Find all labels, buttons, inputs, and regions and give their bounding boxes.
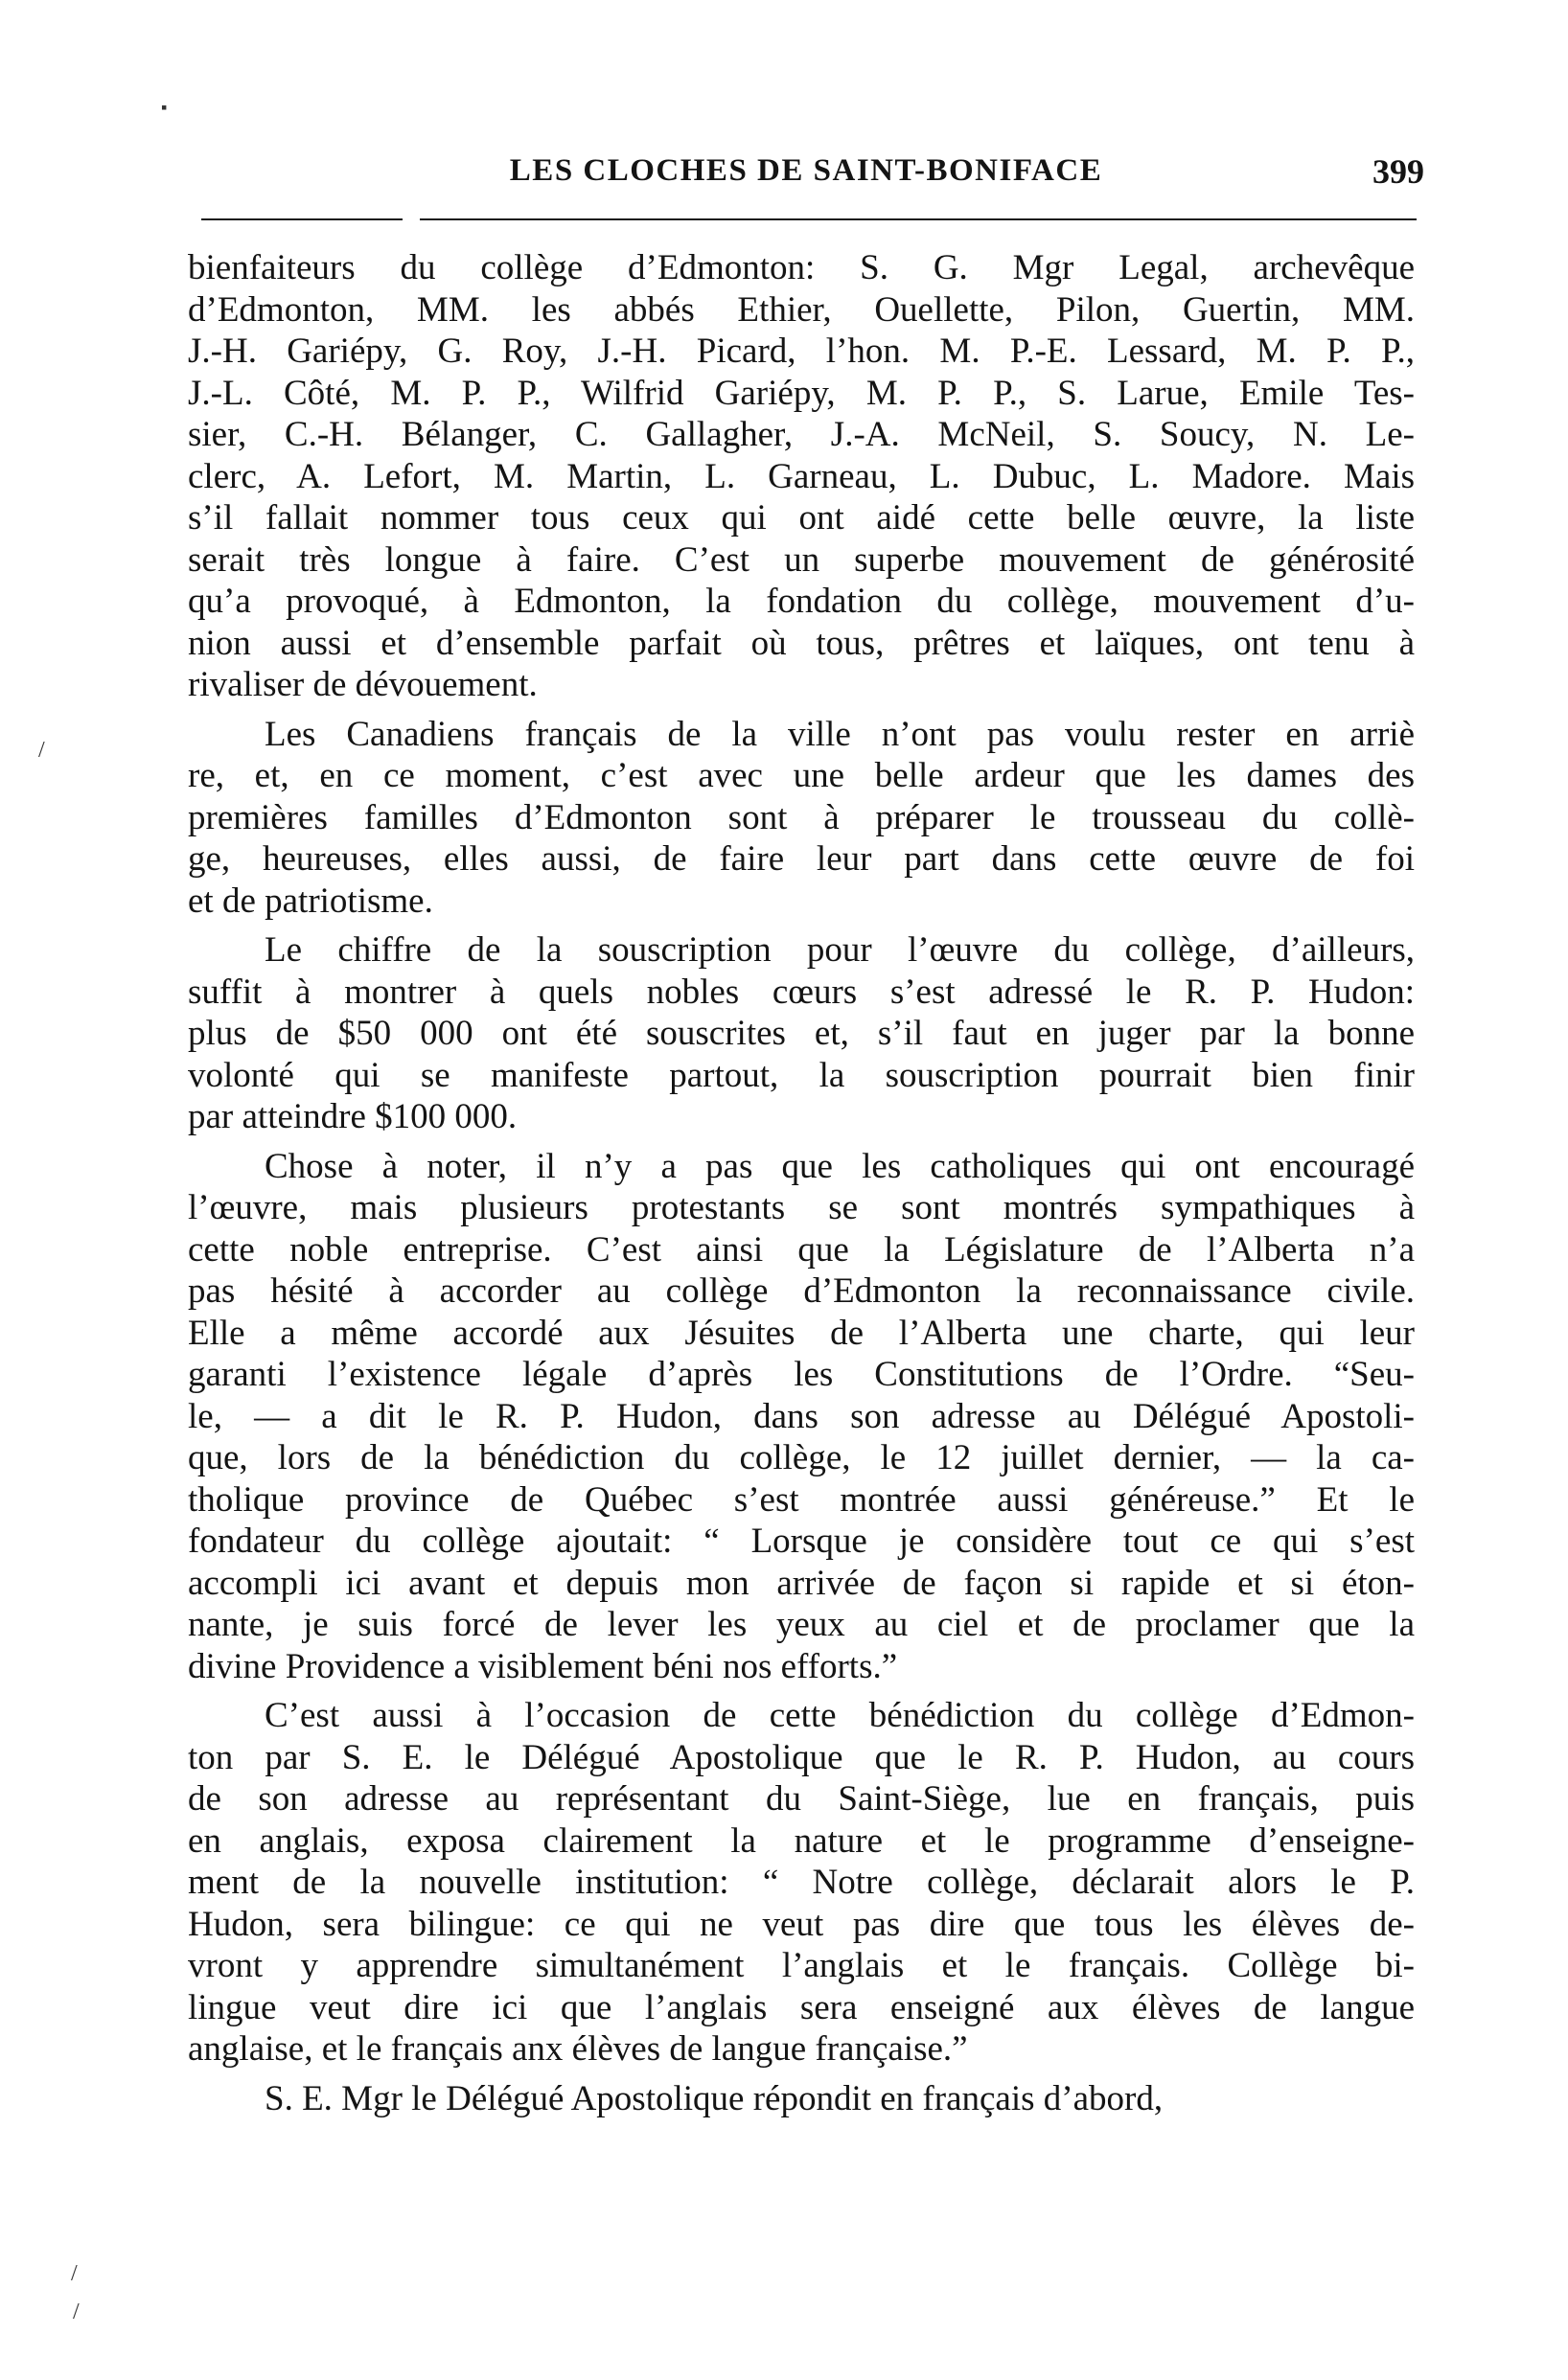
text-line: clerc, A. Lefort, M. Martin, L. Garneau, L. Dubuc, L. Madore. Mais [188, 456, 1415, 496]
text-line: en anglais, exposa clairement la nature et le programme d’enseigne- [188, 1820, 1415, 1861]
text-line: le, — a dit le R. P. Hudon, dans son adresse au Délégué Apostoli- [188, 1396, 1415, 1436]
text-line: Hudon, sera bilingue: ce qui ne veut pas dire que tous les élèves de- [188, 1904, 1415, 1944]
text-line: s’il fallait nommer tous ceux qui ont aidé cette belle œuvre, la liste [188, 498, 1415, 538]
paragraph [188, 1695, 1415, 2071]
text-line: d’Edmonton, MM. les abbés Ethier, Ouellette, Pilon, Guertin, MM. [188, 289, 1415, 330]
text-line: et de patriotisme. [188, 881, 433, 921]
text-line: plus de $50 000 ont été souscrites et, s’il faut en juger par la bonne [188, 1014, 1415, 1053]
paragraph-gap [188, 2071, 1415, 2078]
text-line: pas hésité à accorder au collège d’Edmonton la reconnaissance civile. [188, 1271, 1415, 1311]
paragraph [188, 1146, 1415, 1688]
paragraph-gap [188, 922, 1415, 929]
print-speck: ▪ [161, 98, 168, 117]
text-line: Les Canadiens français de la ville n’ont pas voulu rester en arriè [265, 714, 1415, 754]
text-line: J.-L. Côté, M. P. P., Wilfrid Gariépy, M. P. P., S. Larue, Emile Tes- [188, 373, 1415, 413]
text-line: re, et, en ce moment, c’est avec une belle ardeur que les dames des [188, 756, 1415, 795]
text-line: fondateur du collège ajoutait: “ Lorsque je considère tout ce qui s’est [188, 1522, 1415, 1561]
text-line: garanti l’existence légale d’après les Constitutions de l’Ordre. “Seu- [188, 1355, 1415, 1394]
paragraph [188, 247, 1415, 706]
paragraph-gap [188, 706, 1415, 714]
paragraph [188, 714, 1415, 923]
text-line: Chose à noter, il n’y a pas que les catholiques qui ont encouragé [265, 1146, 1415, 1186]
text-line: que, lors de la bénédiction du collège, le 12 juillet dernier, — la ca- [188, 1438, 1415, 1477]
text-line: S. E. Mgr le Délégué Apostolique répondit en français d’abord, [265, 2078, 1164, 2118]
text-line: l’œuvre, mais plusieurs protestants se sont montrés sympathiques à [188, 1188, 1415, 1227]
text-line: de son adresse au représentant du Saint-Siège, lue en français, puis [188, 1779, 1415, 1819]
paragraph [188, 2078, 1415, 2120]
text-line: cette noble entreprise. C’est ainsi que la Législature de l’Alberta n’a [188, 1229, 1415, 1270]
page-number: 399 [1372, 152, 1424, 191]
text-line: Le chiffre de la souscription pour l’œuvre du collège, d’ailleurs, [265, 930, 1415, 970]
text-line: Elle a même accordé aux Jésuites de l’Alberta une charte, qui leur [188, 1313, 1415, 1353]
running-head [188, 153, 1424, 203]
text-line: premières familles d’Edmonton sont à préparer le trousseau du collè- [188, 797, 1415, 837]
paragraph-gap [188, 1687, 1415, 1695]
text-line: ton par S. E. le Délégué Apostolique que le R. P. Hudon, au cours [188, 1737, 1415, 1777]
text-line: C’est aussi à l’occasion de cette bénédiction du collège d’Edmon- [265, 1696, 1415, 1735]
text-line: nion aussi et d’ensemble parfait où tous, prêtres et laïques, ont tenu à [188, 623, 1415, 663]
text-line: suffit à montrer à quels nobles cœurs s’est adressé le R. P. Hudon: [188, 972, 1415, 1012]
text-line: vront y apprendre simultanément l’anglais et le français. Collège bi- [188, 1946, 1415, 1985]
running-title: LES CLOCHES DE SAINT-BONIFACE [509, 153, 1103, 188]
text-line: accompli ici avant et depuis mon arrivée de façon si rapide et si éton- [188, 1563, 1415, 1603]
paragraph [188, 929, 1415, 1138]
text-line: par atteindre $100 000. [188, 1097, 518, 1136]
paragraph-gap [188, 1138, 1415, 1146]
text-line: serait très longue à faire. C’est un superbe mouvement de générosité [188, 539, 1415, 580]
text-line: ge, heureuses, elles aussi, de faire leur part dans cette œuvre de foi [188, 839, 1415, 879]
text-line: tholique province de Québec s’est montrée aussi généreuse.” Et le [188, 1479, 1415, 1520]
text-line: rivaliser de dévouement. [188, 665, 538, 704]
body-text [188, 247, 1415, 2119]
text-line: anglaise, et le français anx élèves de langue française.” [188, 2029, 968, 2069]
text-line: divine Providence a visiblement béni nos efforts.” [188, 1646, 898, 1686]
margin-mark: / [71, 2261, 78, 2286]
text-line: nante, je suis forcé de lever les yeux au ciel et de proclamer que la [188, 1605, 1415, 1644]
margin-mark: / [38, 738, 45, 763]
text-line: sier, C.-H. Bélanger, C. Gallagher, J.-A. McNeil, S. Soucy, N. Le- [188, 415, 1415, 454]
header-rule [201, 218, 403, 220]
text-line: ment de la nouvelle institution: “ Notre collège, déclarait alors le P. [188, 1863, 1415, 1902]
text-line: bienfaiteurs du collège d’Edmonton: S. G. Mgr Legal, archevêque [188, 248, 1415, 287]
text-line: qu’a provoqué, à Edmonton, la fondation du collège, mouvement d’u- [188, 582, 1415, 621]
margin-mark: / [73, 2300, 80, 2324]
text-line: volonté qui se manifeste partout, la souscription pourrait bien finir [188, 1055, 1415, 1095]
text-line: lingue veut dire ici que l’anglais sera enseigné aux élèves de langue [188, 1987, 1415, 2027]
text-line: J.-H. Gariépy, G. Roy, J.-H. Picard, l’hon. M. P.-E. Lessard, M. P. P., [188, 332, 1415, 371]
header-rule [420, 218, 1417, 220]
